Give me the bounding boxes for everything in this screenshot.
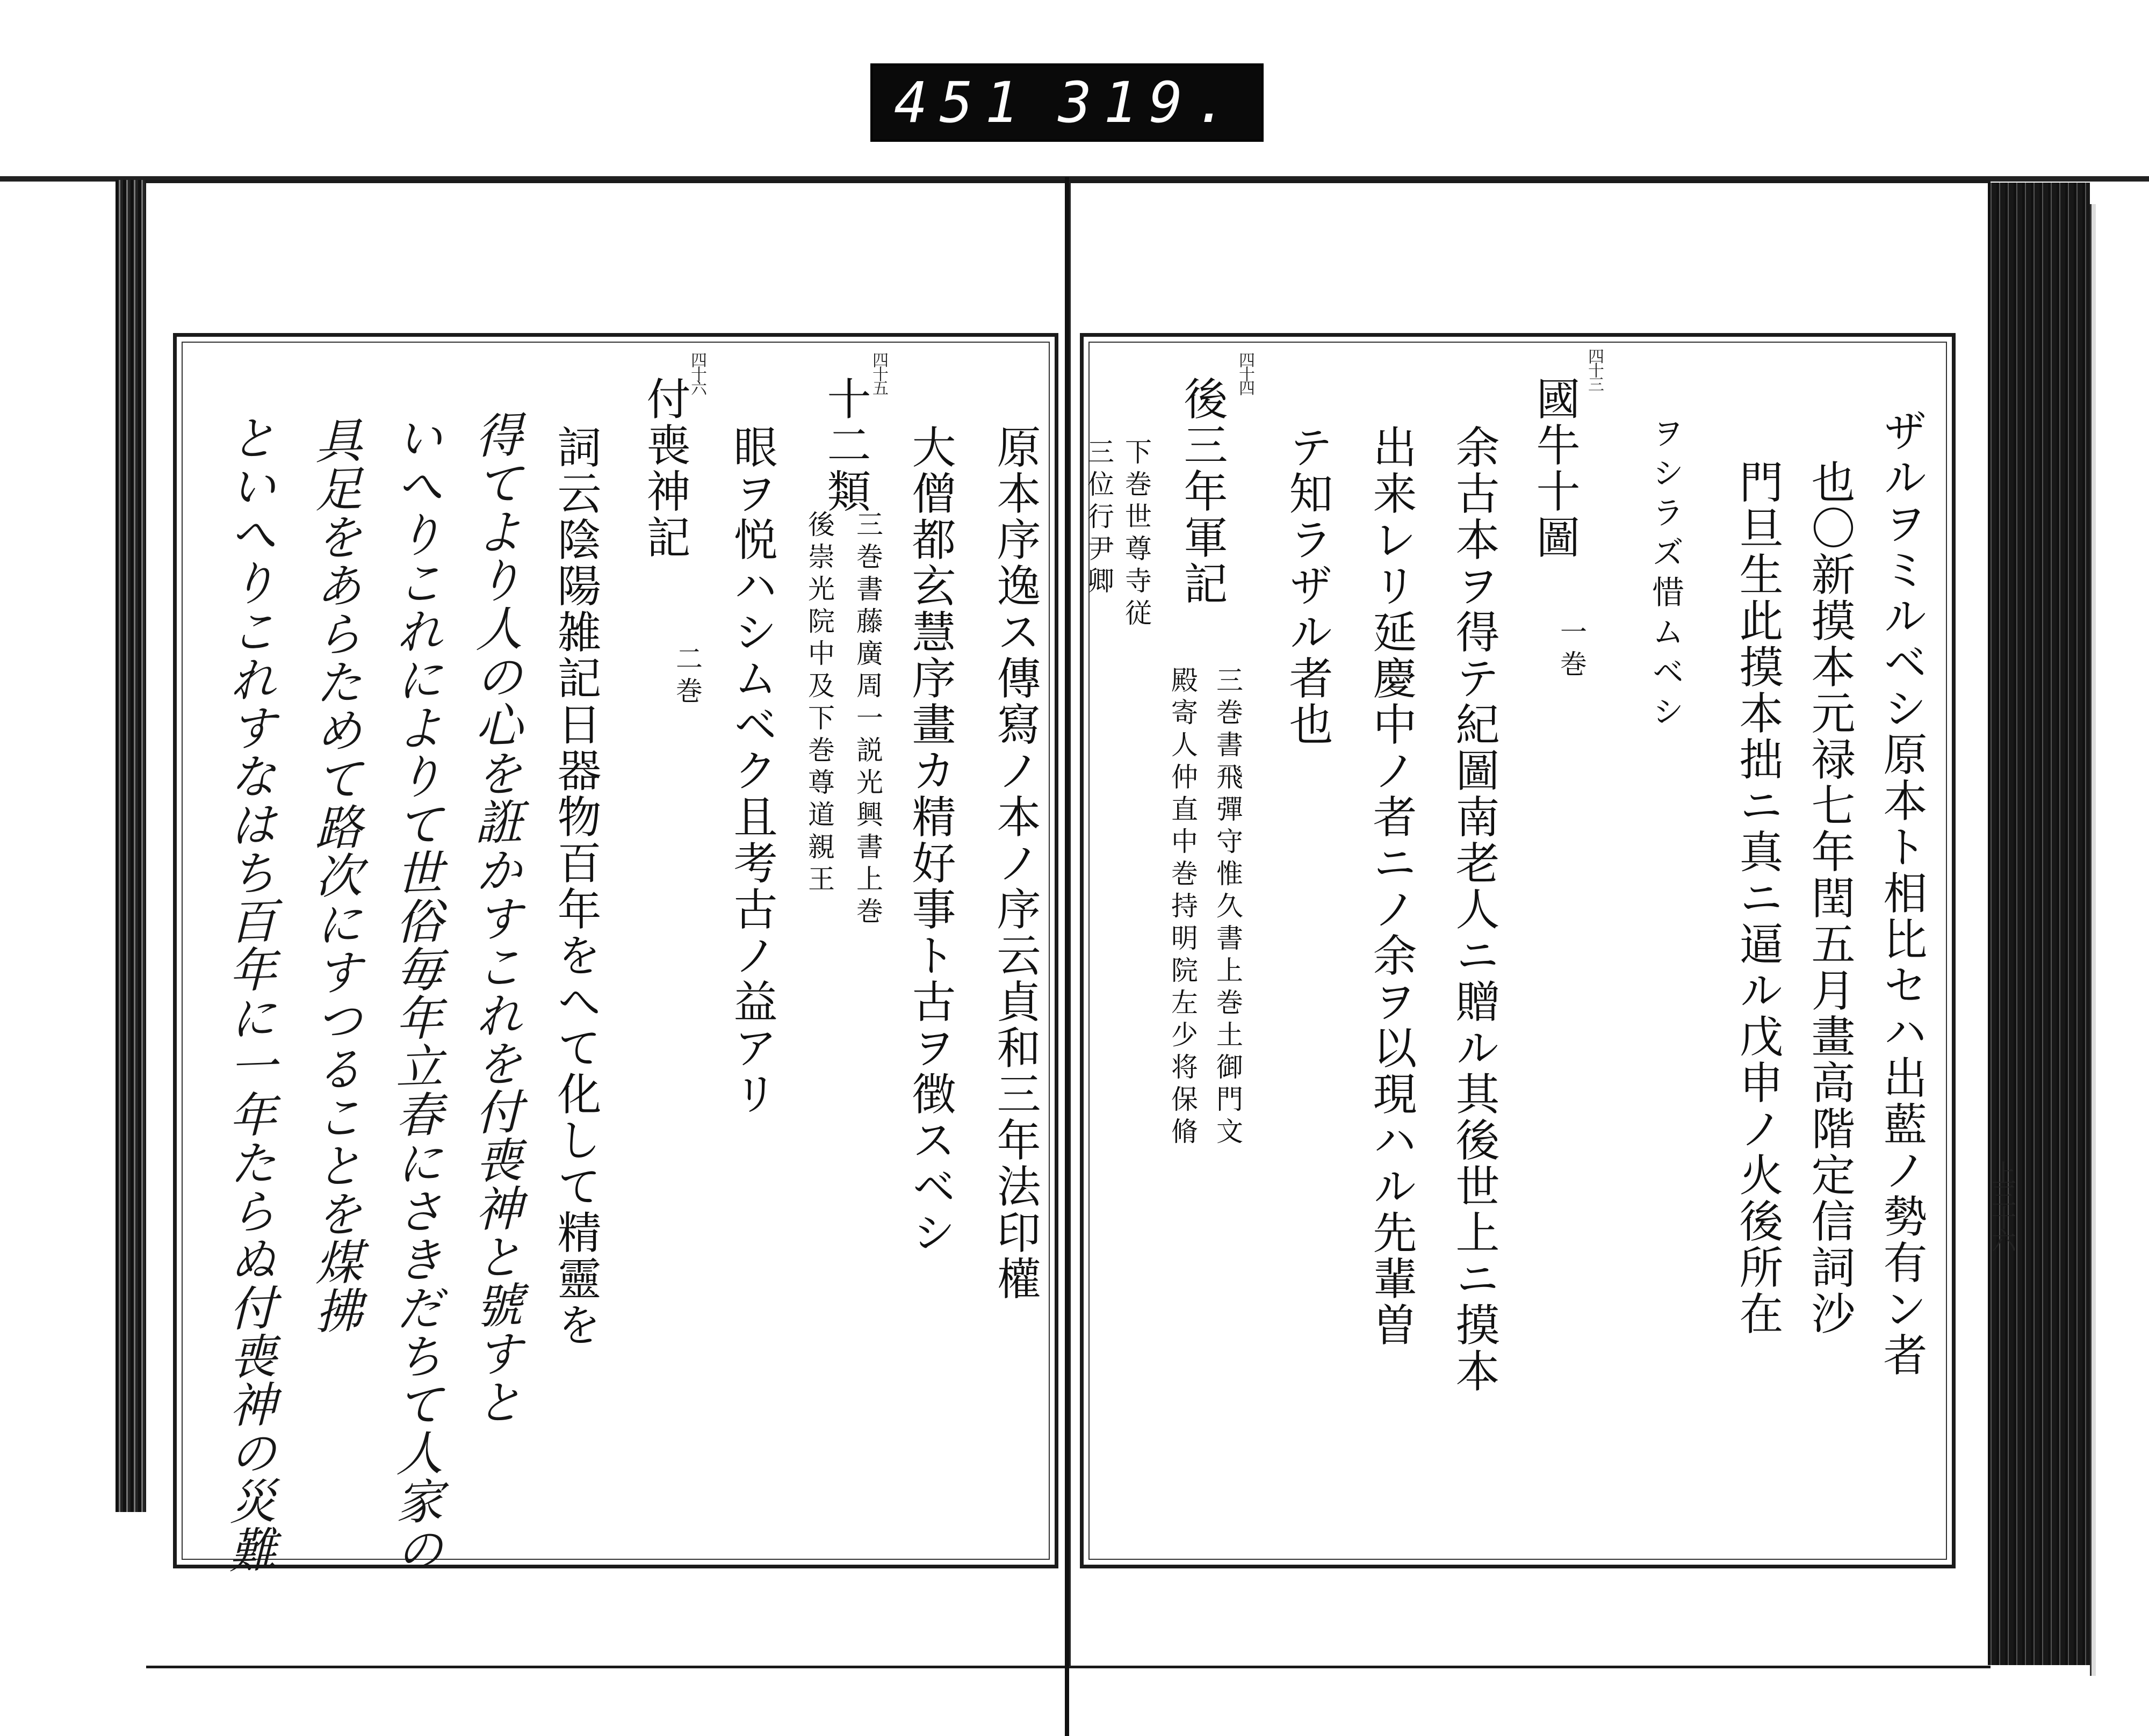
item-volumes-4: 二巻	[672, 645, 703, 709]
right-line-3: 門旦生此摸本拙ニ真ニ逼ル戊申ノ火後所在	[1732, 459, 1783, 1337]
right-line-2: 也〇新摸本元禄七年閏五月畫高階定信詞沙	[1804, 459, 1855, 1337]
left-page-edge	[116, 180, 147, 1512]
catalog-number-label	[870, 63, 1264, 142]
catalog-number-left: 451	[894, 70, 1030, 135]
right-line-4: ヲシラズ惜ムベシ	[1647, 416, 1684, 734]
item1-line-3: テ知ラザル者也	[1282, 424, 1333, 748]
item2-note-1: 三巻書飛彈守惟久書上巻土御門文	[1212, 666, 1243, 1149]
item-mark-44: 四十四	[1236, 352, 1254, 394]
right-line-1: ザルヲミルベシ原本ト相比セハ出藍ノ勢有ン者	[1876, 408, 1927, 1378]
item-title-kokugyu-juzu: 國牛十圖	[1529, 376, 1580, 561]
right-cover	[2090, 204, 2149, 1676]
left-line-2: 大僧都玄慧序畫カ精好事ト古ヲ徴スベシ	[905, 424, 956, 1256]
item2-note-4: 三位行尹卿	[1083, 438, 1114, 599]
item1-line-2: 出来レリ延慶中ノ者ニノ余ヲ以現ハル先輩曽	[1366, 424, 1417, 1348]
catalog-number-right: 319.	[1058, 70, 1240, 135]
left-line-1: 原本序逸ス傳寫ノ本ノ序云貞和三年法印權	[990, 424, 1041, 1302]
right-page-edge	[1988, 183, 2090, 1665]
item-mark-46: 四十六	[688, 352, 706, 394]
item1-line-1: 余古本ヲ得テ紀圖南老人ニ贈ル其後世上ニ摸本	[1448, 424, 1499, 1394]
item3-line-1: 眼ヲ悦ハシムベク且考古ノ益アリ	[726, 424, 777, 1117]
item3-note-1: 三巻書藤廣周一説光興書上巻	[852, 510, 883, 929]
item-title-tsukumogami-ki: 付喪神記	[639, 376, 690, 561]
item2-note-2: 殿寄人仲直中巻持明院左少将保脩	[1167, 666, 1198, 1149]
item-volumes-1: 一巻	[1556, 618, 1587, 682]
script-line-4: といへりこれすなはち百年に一年たらぬ付喪神の災難	[222, 413, 277, 1575]
script-line-2: いへりこれによりて世俗毎年立春にさきだちて人家の	[388, 413, 444, 1575]
item-title-juni-rui: 十二類	[820, 376, 871, 515]
item-mark-43: 四十三	[1585, 348, 1604, 390]
script-line-3: 具足をあらためて路次にすつることを煤拂	[308, 415, 363, 1336]
book-gutter	[1065, 177, 1069, 1736]
item2-note-3: 下巻世尊寺従	[1121, 438, 1152, 631]
script-line-1: 得てより人の心を誑かすこれを付喪神と號すと	[468, 410, 523, 1427]
item-title-gosannen-gunki: 後三年軍記	[1177, 376, 1228, 607]
item4-line-1: 詞云陰陽雑記日器物百年をへて化して精靈を	[550, 424, 601, 1348]
page-number: 上三十六	[1988, 1160, 2017, 1250]
item-mark-45: 四十五	[869, 352, 888, 394]
item3-note-2: 後崇光院中及下巻尊道親王	[804, 510, 835, 897]
